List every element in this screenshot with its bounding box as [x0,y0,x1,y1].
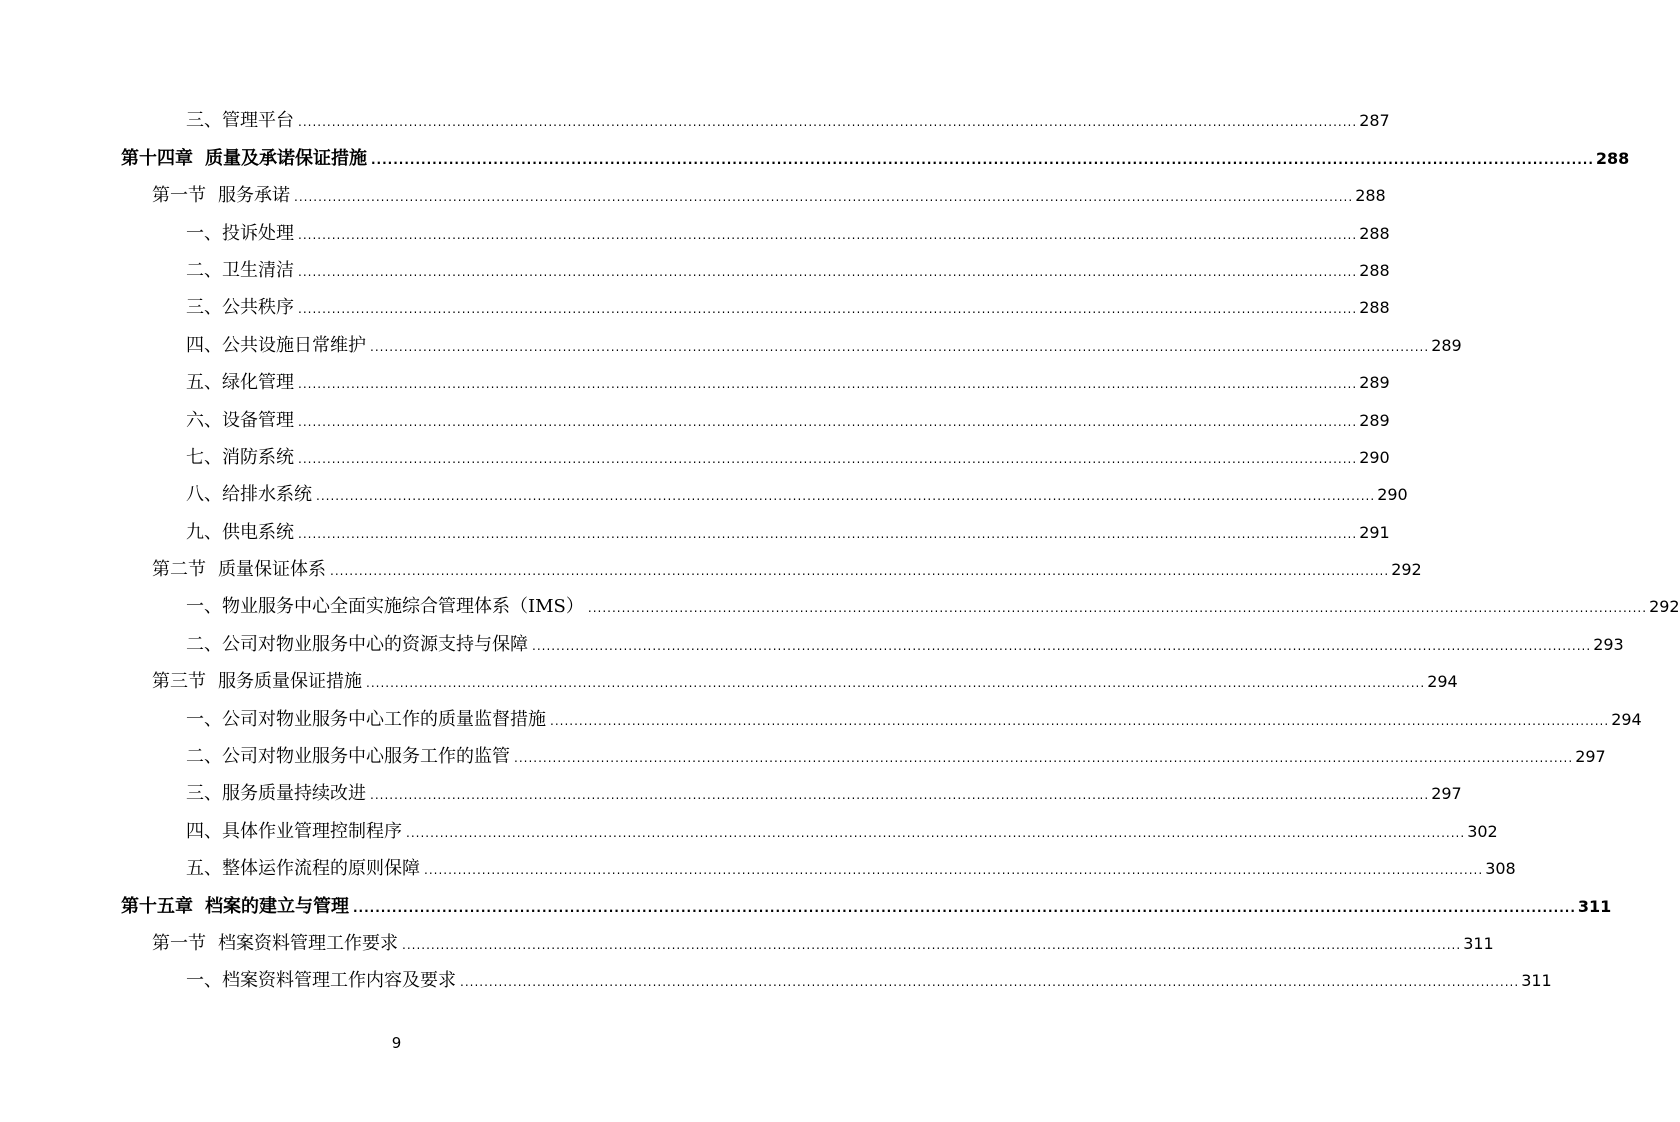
table-of-contents [0,100,1680,997]
toc-entry-label: 七、 [186,446,222,468]
toc-entry-label: 二、 [186,746,222,768]
toc-entry-title-group [152,672,362,692]
toc-entry-title: 公司对物业服务中心工作的质量监督措施 [222,708,546,730]
toc-entry-title-group [186,373,294,393]
toc-entry[interactable] [0,212,1390,249]
toc-leader-dots: ............................................................................................................................................................................................................................ [298,377,1358,392]
toc-entry-title: 给排水系统 [222,484,312,506]
toc-entry-page: 297 [1431,784,1462,804]
toc-entry-page: 311 [1577,896,1612,916]
toc-leader-dots: ............................................................................................................................................................................................................................ [550,713,1610,728]
toc-leader-dots: ............................................................................................................................................................................................................................ [460,975,1520,990]
toc-entry-page: 288 [1359,260,1390,280]
toc-leader-dots: ............................................................................................................................................................................................................................ [298,451,1358,466]
toc-entry-label: 第十五章 [121,895,193,917]
toc-entry-title: 档案资料管理工作要求 [218,932,398,954]
toc-entry-title-group [186,597,584,617]
toc-entry[interactable] [0,586,1680,623]
toc-entry-title-group [152,560,326,580]
toc-entry[interactable] [0,698,1642,735]
toc-entry-label: 四、 [186,334,222,356]
toc-entry-title: 具体作业管理控制程序 [222,820,402,842]
toc-entry-label: 九、 [186,521,222,543]
toc-entry-label: 一、 [186,970,222,992]
toc-entry-page: 294 [1611,709,1642,729]
toc-entry-title-group [186,710,546,730]
toc-entry-page: 302 [1467,821,1498,841]
toc-entry[interactable] [0,623,1624,660]
toc-leader-dots: ............................................................................................................................................................................................................................ [294,190,1354,205]
toc-entry-label: 第一节 [152,185,206,207]
toc-entry-page: 290 [1359,447,1390,467]
toc-leader-dots: ............................................................................................................................................................................................................................ [587,601,1648,616]
toc-leader-dots: ............................................................................................................................................................................................................................ [316,489,1376,504]
toc-entry-label: 二、 [186,633,222,655]
toc-entry-page: 289 [1359,373,1390,393]
toc-entry-title-group [186,111,294,131]
toc-entry[interactable] [0,736,1606,773]
toc-entry[interactable] [0,399,1390,436]
toc-entry-label: 三、 [186,783,222,805]
toc-entry-label: 四、 [186,820,222,842]
toc-entry[interactable] [0,511,1390,548]
toc-leader-dots: ............................................................................................................................................................................................................................ [298,227,1358,242]
toc-entry-title: 质量及承诺保证措施 [205,147,367,169]
toc-leader-dots: ............................................................................................................................................................................................................................ [402,937,1462,952]
toc-leader-dots: ............................................................................................................................................................................................................................ [371,152,1594,167]
toc-entry-label: 一、 [186,708,222,730]
toc-entry-title: 服务承诺 [218,185,290,207]
toc-entry-page: 311 [1463,933,1494,953]
toc-entry[interactable] [0,773,1462,810]
toc-entry-page: 288 [1355,186,1386,206]
toc-entry-chapter[interactable] [0,137,1630,174]
toc-entry[interactable] [0,287,1390,324]
toc-entry-title: 绿化管理 [222,372,294,394]
toc-entry[interactable] [0,810,1498,847]
toc-entry-page: 297 [1575,747,1606,767]
toc-entry-page: 292 [1391,560,1422,580]
toc-entry-title-group [186,747,510,767]
toc-entry-title: 投诉处理 [222,222,294,244]
toc-entry-title-group [186,448,294,468]
toc-entry-title: 管理平台 [222,110,294,132]
toc-entry-page: 289 [1359,410,1390,430]
toc-entry-title-group [186,822,402,842]
toc-entry-page: 288 [1359,223,1390,243]
toc-entry[interactable] [0,474,1408,511]
toc-entry-label: 五、 [186,858,222,880]
toc-entry-page: 308 [1485,859,1516,879]
toc-entry-page: 311 [1521,971,1552,991]
toc-entry-label: 三、 [186,110,222,132]
toc-entry-page: 287 [1359,111,1390,131]
toc-entry-title: 服务质量持续改进 [222,783,366,805]
toc-entry[interactable] [0,324,1462,361]
toc-entry-title-group [121,897,349,917]
toc-entry-title: 档案资料管理工作内容及要求 [222,970,456,992]
toc-entry-chapter[interactable] [0,885,1612,922]
toc-entry-page: 288 [1595,148,1630,168]
toc-entry-title-group [186,298,294,318]
toc-leader-dots: ............................................................................................................................................................................................................................ [514,751,1574,766]
toc-entry-title: 公司对物业服务中心服务工作的监管 [222,746,510,768]
toc-entry-label: 三、 [186,297,222,319]
toc-entry-page: 292 [1649,597,1680,617]
toc-entry-title-group [186,784,366,804]
toc-entry-label: 第一节 [152,932,206,954]
toc-entry-title: 档案的建立与管理 [205,895,349,917]
toc-entry-title: 供电系统 [222,521,294,543]
toc-entry-label: 一、 [186,596,222,618]
toc-entry-label: 二、 [186,259,222,281]
toc-entry-label: 六、 [186,409,222,431]
toc-entry-title-group [186,261,294,281]
toc-entry-label: 第十四章 [121,147,193,169]
page-number: 9 [391,1034,402,1052]
toc-entry-page: 289 [1431,335,1462,355]
toc-entry[interactable] [0,960,1552,997]
toc-entry-title: 公司对物业服务中心的资源支持与保障 [222,633,528,655]
toc-leader-dots: ............................................................................................................................................................................................................................ [330,564,1390,579]
toc-entry-title-group [121,149,367,169]
toc-entry-section[interactable] [0,175,1386,212]
toc-entry-title-group [186,971,456,991]
toc-entry[interactable] [0,437,1390,474]
toc-entry-label: 第三节 [152,671,206,693]
toc-leader-dots: ............................................................................................................................................................................................................................ [298,264,1358,279]
toc-entry[interactable] [0,362,1390,399]
toc-leader-dots: ............................................................................................................................................................................................................................ [298,526,1358,541]
toc-entry-page: 293 [1593,634,1624,654]
toc-entry-title: 消防系统 [222,446,294,468]
toc-entry-title-group [152,934,398,954]
toc-entry-label: 八、 [186,484,222,506]
toc-entry-title: 公共设施日常维护 [222,334,366,356]
toc-entry-label: 五、 [186,372,222,394]
toc-entry-page: 294 [1427,672,1458,692]
toc-leader-dots: ............................................................................................................................................................................................................................ [366,676,1426,691]
toc-entry-title: 公共秩序 [222,297,294,319]
toc-entry-section[interactable] [0,661,1458,698]
toc-leader-dots: ............................................................................................................................................................................................................................ [424,863,1484,878]
toc-leader-dots: ............................................................................................................................................................................................................................ [353,900,1576,915]
toc-leader-dots: ............................................................................................................................................................................................................................ [370,339,1430,354]
toc-entry-title-group [186,485,312,505]
toc-entry-label: 一、 [186,222,222,244]
toc-leader-dots: ............................................................................................................................................................................................................................ [406,825,1466,840]
toc-entry-title: 整体运作流程的原则保障 [222,858,420,880]
toc-entry-label: 第二节 [152,559,206,581]
toc-entry-title-group [186,336,366,356]
toc-entry[interactable] [0,250,1390,287]
toc-leader-dots: ............................................................................................................................................................................................................................ [370,788,1430,803]
toc-leader-dots: ............................................................................................................................................................................................................................ [298,302,1358,317]
toc-leader-dots: ............................................................................................................................................................................................................................ [298,115,1358,130]
toc-entry[interactable] [0,848,1516,885]
toc-entry-title: 质量保证体系 [218,559,326,581]
toc-entry-title-group [186,859,420,879]
toc-entry-section[interactable] [0,549,1422,586]
toc-entry[interactable] [0,100,1390,137]
toc-entry-title-group [186,411,294,431]
toc-entry-title-group [186,224,294,244]
toc-leader-dots: ............................................................................................................................................................................................................................ [298,414,1358,429]
toc-entry-title-group [186,635,528,655]
toc-entry-title: 设备管理 [222,409,294,431]
toc-entry-section[interactable] [0,923,1494,960]
toc-entry-title-group [152,186,290,206]
toc-entry-page: 288 [1359,298,1390,318]
toc-entry-page: 290 [1377,485,1408,505]
toc-entry-title: 卫生清洁 [222,259,294,281]
toc-entry-title-group [186,523,294,543]
toc-entry-page: 291 [1359,522,1390,542]
toc-entry-title: 服务质量保证措施 [218,671,362,693]
toc-leader-dots: ............................................................................................................................................................................................................................ [532,638,1592,653]
toc-entry-title: 物业服务中心全面实施综合管理体系（IMS） [222,596,584,618]
